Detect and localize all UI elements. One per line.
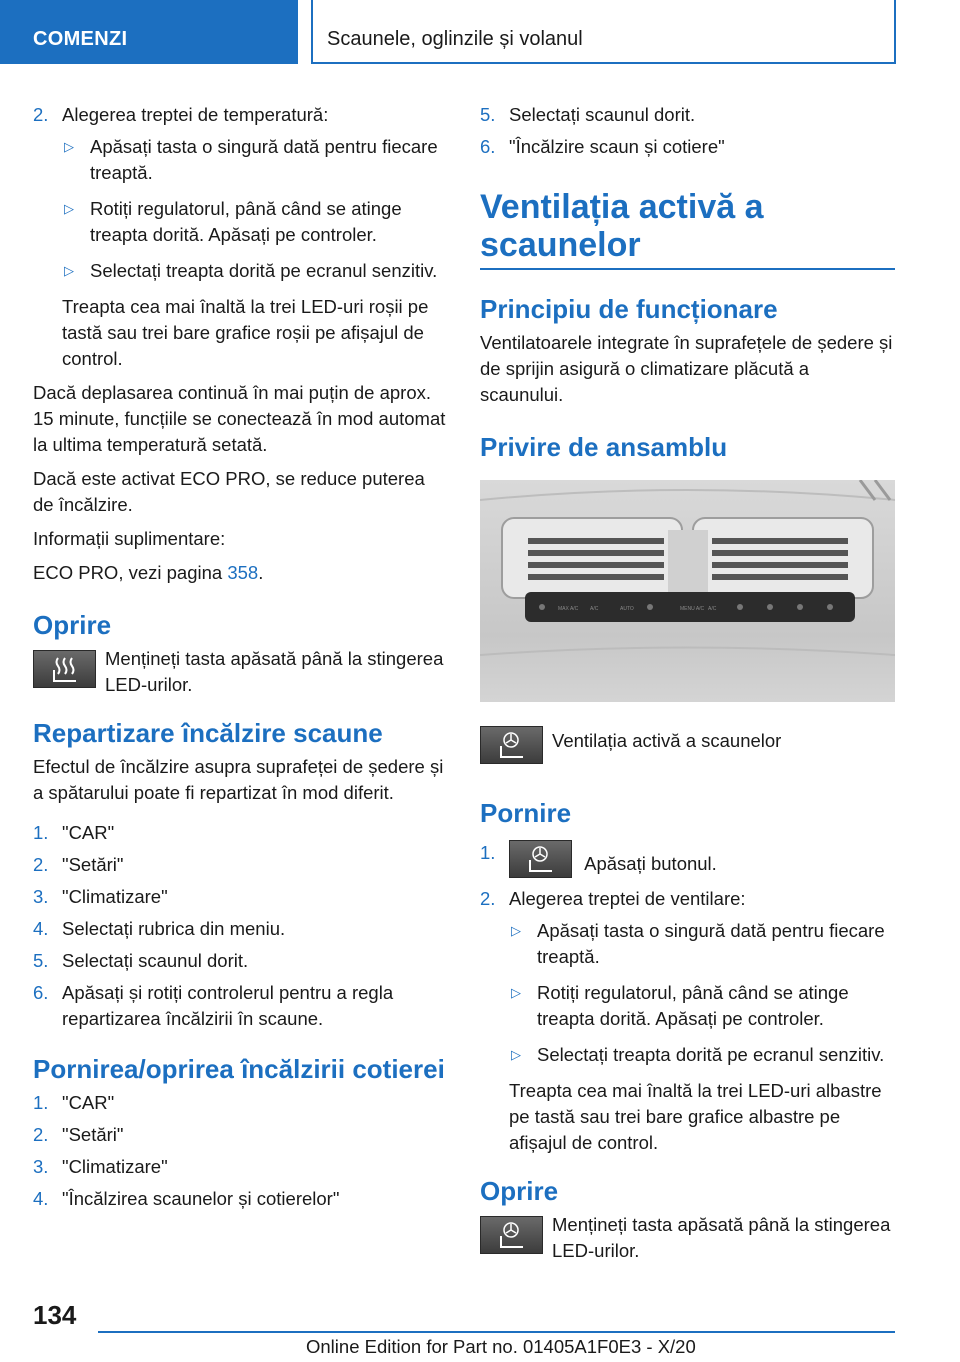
list-item: 2. Alegerea treptei de temperatură:: [33, 104, 329, 125]
section-heading: Oprire: [480, 1176, 559, 1206]
list-item: 3. "Climatizare": [33, 1156, 168, 1177]
photo-button-label: MENU A/C: [680, 606, 705, 612]
photo-button-label: A/C: [590, 606, 599, 612]
paragraph: Mențineți tasta apăsată până la stingerea LED-urilor.: [105, 648, 444, 695]
seat-ventilation-icon: [480, 1216, 543, 1254]
triangle-bullet-icon: ▷: [511, 1047, 521, 1062]
list-item: 3. "Climatizare": [33, 886, 168, 907]
sub-item: ▷ Rotiți regulatorul, până când se atinge treapta dorită. Apăsați pe controler.: [64, 198, 402, 245]
paragraph: Dacă este activat ECO PRO, se reduce puterea de încălzire.: [33, 468, 425, 515]
photo-button-label: A/C: [708, 606, 717, 612]
footer-rule: [98, 1331, 895, 1333]
left-column: [33, 102, 448, 1218]
triangle-bullet-icon: ▷: [511, 985, 521, 1000]
list-item: 2. "Setări": [33, 854, 124, 875]
icon-text-row: [33, 646, 448, 702]
right-column: [480, 102, 895, 1268]
list-item: 4. "Încălzirea scaunelor și cotierelor": [33, 1188, 340, 1209]
page-link[interactable]: 358: [227, 562, 259, 583]
step-note: Treapta cea mai înaltă la trei LED-uri albastre pe tastă sau trei bare grafice albastre pe afișajul de control.: [509, 1080, 882, 1153]
sub-item: ▷ Rotiți regulatorul, până când se atinge treapta dorită. Apăsați pe controler.: [511, 982, 849, 1029]
paragraph: Informații suplimentare:: [33, 528, 226, 549]
list-item: 1. Apăsați butonul.: [480, 840, 895, 878]
list-item: 1. "CAR": [33, 822, 115, 843]
list-item: 6. "Încălzire scaun și cotiere": [480, 136, 725, 157]
chapter-title: Scaunele, oglinzile și volanul: [327, 28, 583, 50]
sub-item: ▷ Apăsați tasta o singură dată pentru fiecare treaptă.: [64, 136, 438, 183]
section-heading: Pornire: [480, 798, 572, 828]
seat-heating-icon: [33, 650, 96, 688]
icon-text-row: [480, 722, 895, 778]
section-heading: Principiu de funcționare: [480, 294, 778, 324]
list-item: 2. Alegerea treptei de ventilare:: [480, 888, 746, 909]
icon-text-row: [480, 1212, 895, 1268]
triangle-bullet-icon: ▷: [64, 139, 74, 154]
triangle-bullet-icon: ▷: [64, 263, 74, 278]
section-tab: [0, 0, 298, 64]
section-heading: Pornirea/oprirea încălzirii cotierei: [33, 1054, 445, 1084]
list-item: 5. Selectați scaunul dorit.: [480, 104, 696, 125]
paragraph: Mențineți tasta apăsată până la stingerea LED-urilor.: [552, 1214, 891, 1261]
section-heading: Repartizare încălzire scaune: [33, 718, 383, 748]
page-number: 134: [33, 1300, 77, 1330]
climate-panel-photo: [480, 480, 895, 702]
paragraph: Efectul de încălzire asupra suprafeței de ședere și a spătarului poate fi repartizat în mod diferit.: [33, 756, 444, 803]
list-item: 4. Selectați rubrica din meniu.: [33, 918, 286, 939]
list-item: 1. "CAR": [33, 1092, 115, 1113]
photo-button-label: AUTO: [620, 606, 634, 612]
photo-button-label: MAX A/C: [558, 606, 579, 612]
edition-footer: Online Edition for Part no. 01405A1F0E3 - X/20: [306, 1336, 696, 1357]
triangle-bullet-icon: ▷: [511, 923, 521, 938]
list-item: 6. Apăsați și rotiți controlerul pentru a regla repartizarea încălzirii în scaune.: [33, 982, 394, 1029]
sub-item: ▷ Selectați treapta dorită pe ecranul senzitiv.: [480, 1042, 895, 1068]
figure-caption: Ventilația activă a scaunelor: [552, 730, 782, 751]
section-heading: Oprire: [33, 610, 112, 640]
section-title: COMENZI: [33, 28, 128, 50]
seat-ventilation-icon: [480, 726, 543, 764]
seat-ventilation-icon: [509, 840, 572, 878]
paragraph: ECO PRO, vezi pagina 358.: [33, 562, 264, 583]
sub-item: ▷ Selectați treapta dorită pe ecranul senzitiv.: [33, 258, 448, 284]
paragraph: Ventilatoarele integrate în suprafețele de ședere și de sprijin asigură o climatizare plăcută a scaunului.: [480, 332, 893, 405]
list-item: 2. "Setări": [33, 1124, 124, 1145]
list-item: 5. Selectați scaunul dorit.: [33, 950, 249, 971]
triangle-bullet-icon: ▷: [64, 201, 74, 216]
step-note: Treapta cea mai înaltă la trei LED-uri roșii pe tastă sau trei bare grafice roșii pe afișajul de control.: [62, 296, 429, 369]
paragraph: Dacă deplasarea continuă în mai puțin de aprox. 15 minute, funcțiile se conectează în mod automat la ultima temperatură setată.: [33, 382, 446, 455]
sub-item: ▷ Apăsați tasta o singură dată pentru fiecare treaptă.: [511, 920, 885, 967]
section-heading: Privire de ansamblu: [480, 432, 728, 462]
chapter-tab: [311, 0, 896, 64]
chapter-heading: Ventilația activă a scaunelor: [480, 188, 895, 270]
